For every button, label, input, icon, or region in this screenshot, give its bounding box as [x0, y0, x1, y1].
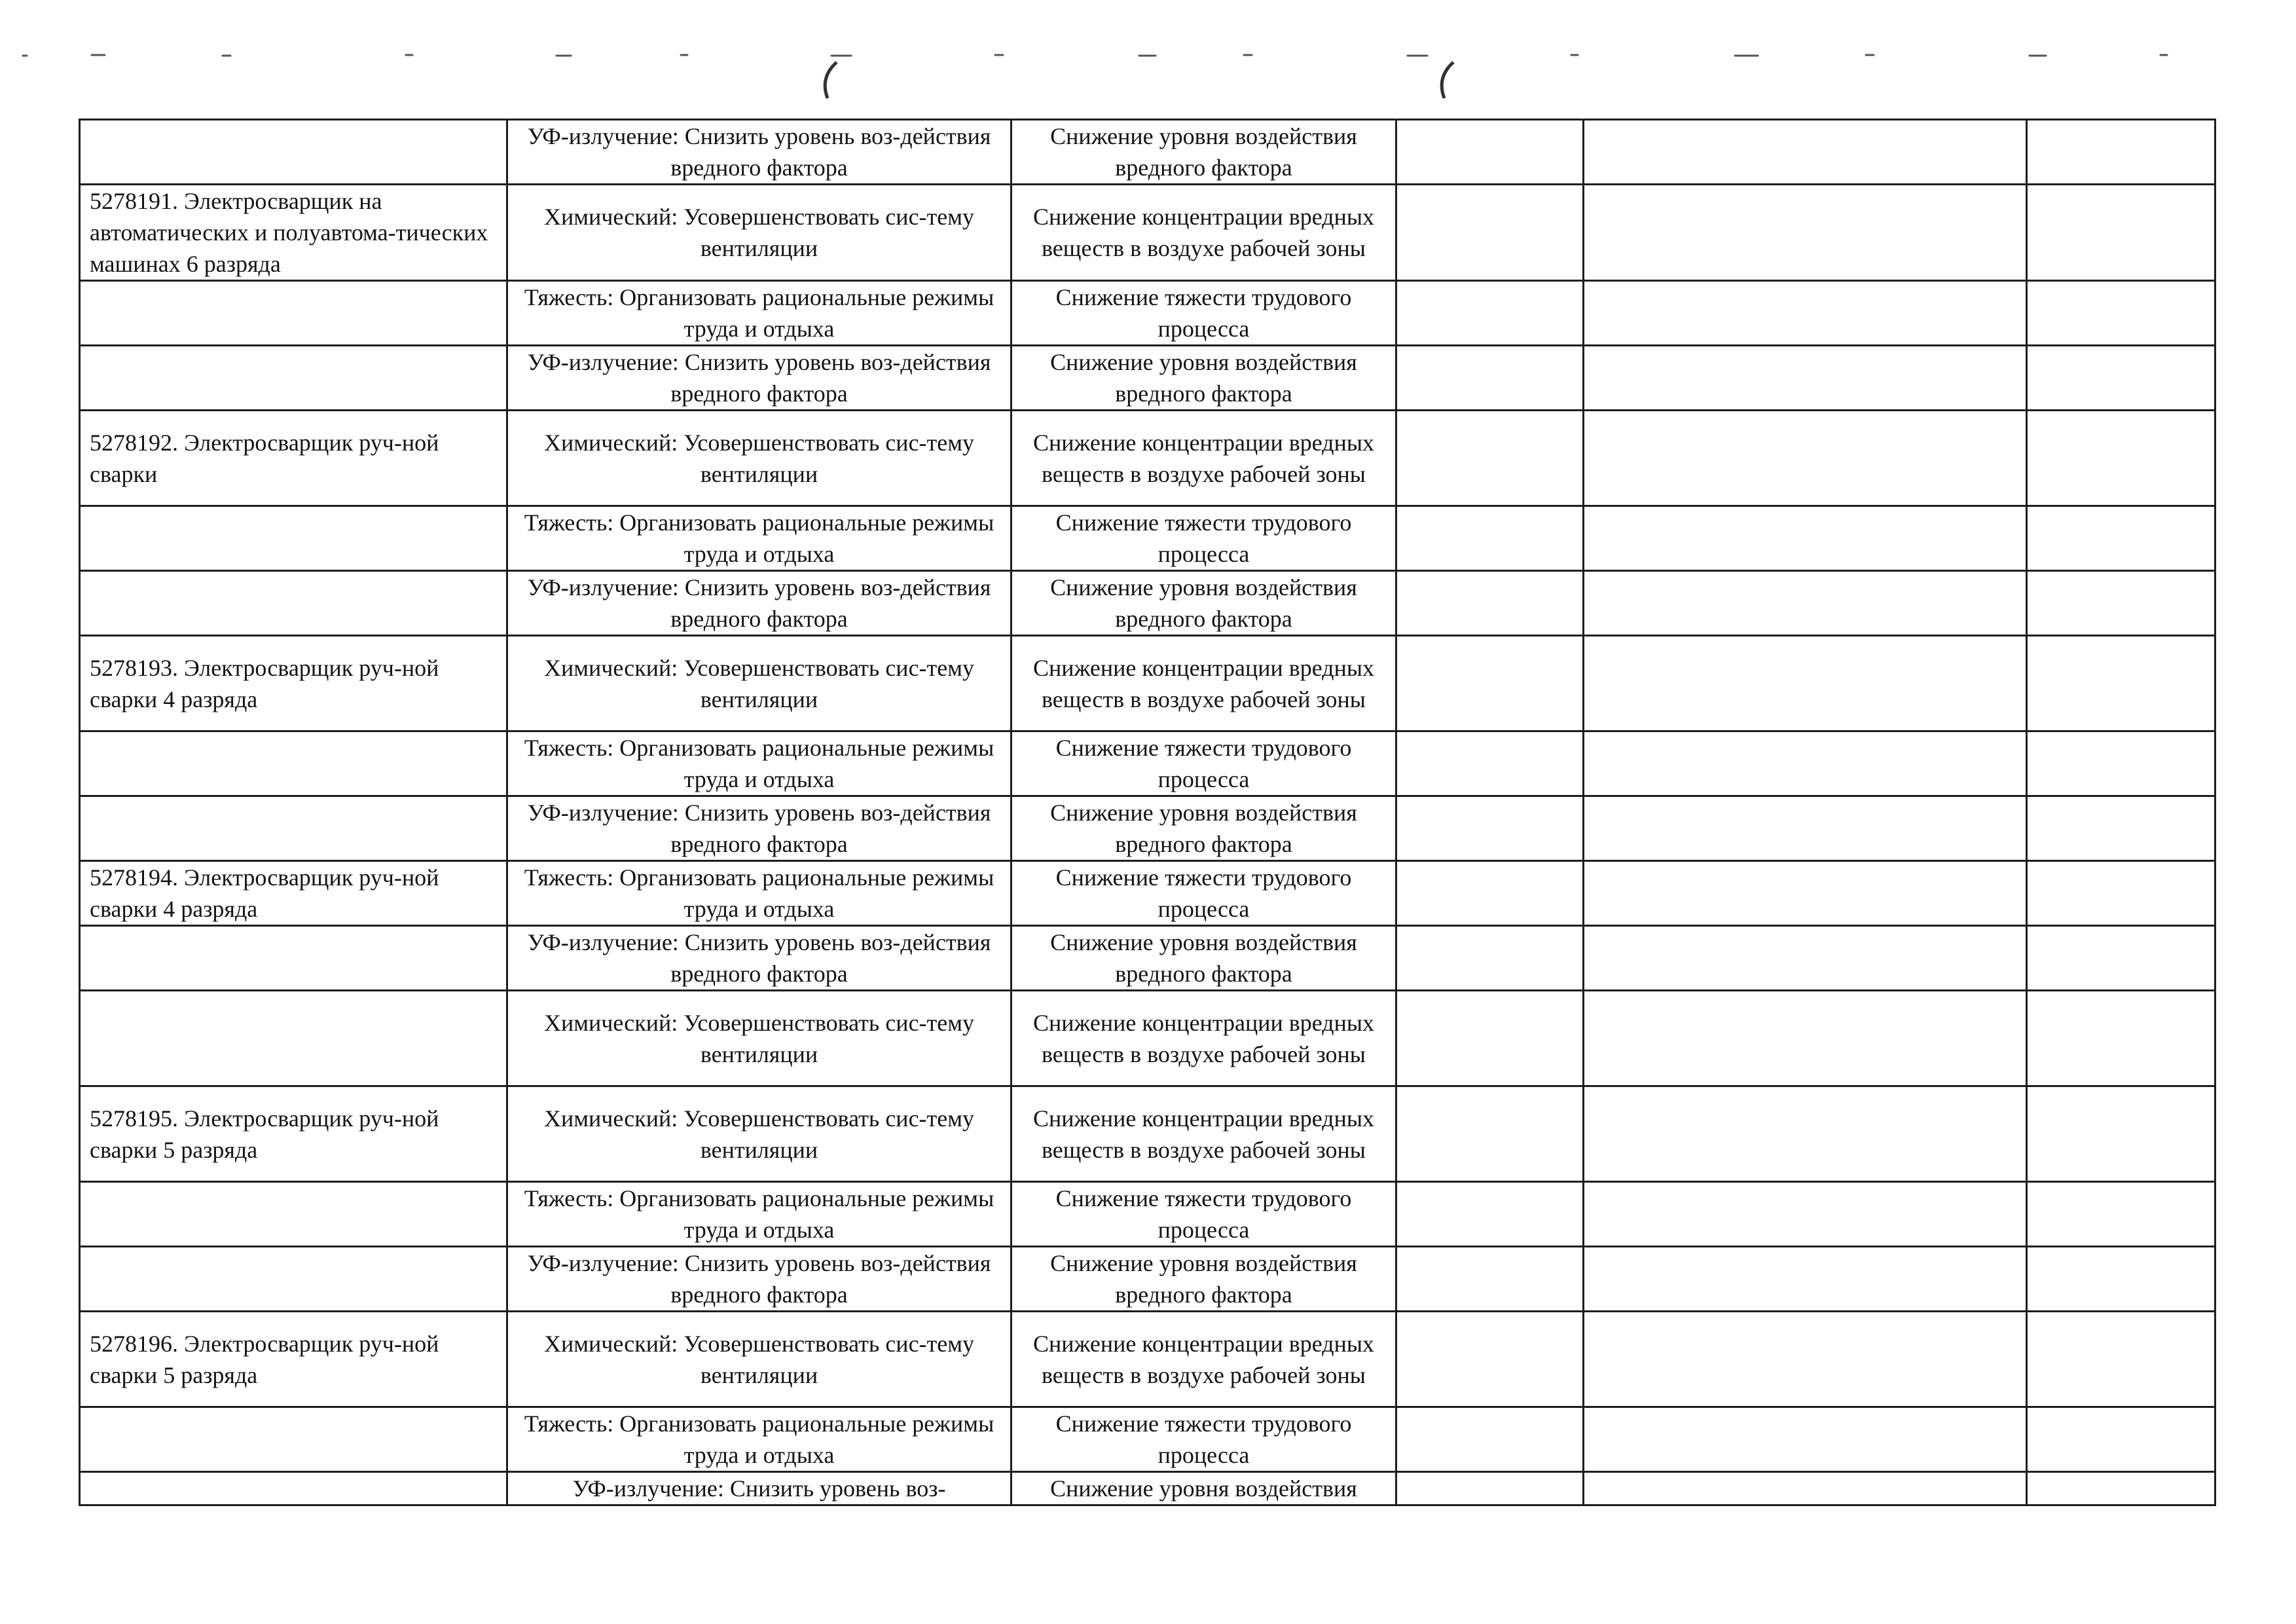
measure-cell: Химический: Усовершенствовать сис-тему вентиляции	[507, 185, 1011, 281]
goal-cell: Снижение тяжести трудового процесса	[1011, 731, 1396, 796]
empty-cell	[1396, 731, 1584, 796]
empty-cell	[1584, 571, 2027, 636]
empty-cell	[1396, 506, 1584, 571]
empty-cell	[1584, 1407, 2027, 1472]
job-cell: 5278194. Электросварщик руч-ной сварки 4 разряда	[80, 861, 507, 926]
job-cell	[80, 991, 507, 1086]
goal-cell: Снижение уровня воздействия вредного фактора	[1011, 571, 1396, 636]
job-cell: 5278196. Электросварщик руч-ной сварки 5 разряда	[80, 1312, 507, 1407]
goal-cell: Снижение тяжести трудового процесса	[1011, 1407, 1396, 1472]
goal-cell: Снижение концентрации вредных веществ в воздухе рабочей зоны	[1011, 185, 1396, 281]
measure-cell: УФ-излучение: Снизить уровень воз-действия вредного фактора	[507, 120, 1011, 185]
measures-table	[79, 119, 2216, 1506]
job-cell	[80, 796, 507, 861]
empty-cell	[2027, 796, 2215, 861]
empty-cell	[2027, 411, 2215, 506]
empty-cell	[1396, 281, 1584, 346]
goal-cell: Снижение концентрации вредных веществ в воздухе рабочей зоны	[1011, 1312, 1396, 1407]
empty-cell	[2027, 1086, 2215, 1182]
empty-cell	[2027, 926, 2215, 991]
measure-cell: Тяжесть: Организовать рациональные режимы труда и отдыха	[507, 1407, 1011, 1472]
table-row	[80, 346, 2215, 411]
empty-cell	[1396, 120, 1584, 185]
measure-cell: Химический: Усовершенствовать сис-тему вентиляции	[507, 411, 1011, 506]
empty-cell	[1396, 926, 1584, 991]
empty-cell	[1396, 1086, 1584, 1182]
empty-cell	[1396, 346, 1584, 411]
empty-cell	[1584, 1472, 2027, 1505]
empty-cell	[1396, 185, 1584, 281]
job-cell	[80, 731, 507, 796]
empty-cell	[2027, 1247, 2215, 1312]
job-cell	[80, 506, 507, 571]
empty-cell	[1584, 411, 2027, 506]
empty-cell	[1584, 636, 2027, 731]
empty-cell	[1396, 1182, 1584, 1247]
empty-cell	[2027, 1182, 2215, 1247]
measure-cell: Химический: Усовершенствовать сис-тему вентиляции	[507, 636, 1011, 731]
goal-cell: Снижение уровня воздействия вредного фактора	[1011, 120, 1396, 185]
empty-cell	[2027, 281, 2215, 346]
empty-cell	[1396, 1247, 1584, 1312]
table-row	[80, 796, 2215, 861]
empty-cell	[2027, 120, 2215, 185]
table-row	[80, 1312, 2215, 1407]
measure-cell: Тяжесть: Организовать рациональные режимы труда и отдыха	[507, 731, 1011, 796]
measure-cell: УФ-излучение: Снизить уровень воз-действия вредного фактора	[507, 346, 1011, 411]
goal-cell: Снижение тяжести трудового процесса	[1011, 506, 1396, 571]
goal-cell: Снижение тяжести трудового процесса	[1011, 281, 1396, 346]
empty-cell	[1584, 185, 2027, 281]
goal-cell: Снижение уровня воздействия вредного фактора	[1011, 926, 1396, 991]
empty-cell	[1584, 281, 2027, 346]
job-cell	[80, 281, 507, 346]
empty-cell	[1396, 796, 1584, 861]
empty-cell	[2027, 506, 2215, 571]
empty-cell	[1584, 1312, 2027, 1407]
table-row	[80, 411, 2215, 506]
table-row	[80, 1472, 2215, 1505]
measure-cell: Химический: Усовершенствовать сис-тему вентиляции	[507, 991, 1011, 1086]
job-cell	[80, 346, 507, 411]
table-row	[80, 1247, 2215, 1312]
empty-cell	[2027, 346, 2215, 411]
empty-cell	[1396, 1407, 1584, 1472]
empty-cell	[2027, 861, 2215, 926]
empty-cell	[1584, 1086, 2027, 1182]
measure-cell: Тяжесть: Организовать рациональные режимы труда и отдыха	[507, 281, 1011, 346]
empty-cell	[2027, 1472, 2215, 1505]
measure-cell: Химический: Усовершенствовать сис-тему вентиляции	[507, 1312, 1011, 1407]
empty-cell	[1584, 926, 2027, 991]
table-row	[80, 731, 2215, 796]
empty-cell	[1584, 861, 2027, 926]
job-cell	[80, 926, 507, 991]
measure-cell: УФ-излучение: Снизить уровень воз-действия вредного фактора	[507, 571, 1011, 636]
job-cell: 5278195. Электросварщик руч-ной сварки 5 разряда	[80, 1086, 507, 1182]
job-cell	[80, 1182, 507, 1247]
measure-cell: Тяжесть: Организовать рациональные режимы труда и отдыха	[507, 1182, 1011, 1247]
goal-cell: Снижение тяжести трудового процесса	[1011, 1182, 1396, 1247]
empty-cell	[2027, 731, 2215, 796]
empty-cell	[2027, 571, 2215, 636]
measure-cell: УФ-излучение: Снизить уровень воз-действия вредного фактора	[507, 1247, 1011, 1312]
goal-cell: Снижение уровня воздействия вредного фактора	[1011, 346, 1396, 411]
table-row	[80, 861, 2215, 926]
empty-cell	[1396, 1472, 1584, 1505]
measure-cell: Химический: Усовершенствовать сис-тему вентиляции	[507, 1086, 1011, 1182]
job-cell	[80, 571, 507, 636]
table-row	[80, 926, 2215, 991]
job-cell	[80, 1472, 507, 1505]
table-row	[80, 1182, 2215, 1247]
job-cell	[80, 1407, 507, 1472]
table-row	[80, 281, 2215, 346]
measure-cell: Тяжесть: Организовать рациональные режимы труда и отдыха	[507, 861, 1011, 926]
empty-cell	[1396, 411, 1584, 506]
empty-cell	[1584, 1182, 2027, 1247]
table-row	[80, 506, 2215, 571]
empty-cell	[2027, 991, 2215, 1086]
measure-cell: УФ-излучение: Снизить уровень воз-	[507, 1472, 1011, 1505]
goal-cell: Снижение тяжести трудового процесса	[1011, 861, 1396, 926]
measure-cell: Тяжесть: Организовать рациональные режимы труда и отдыха	[507, 506, 1011, 571]
empty-cell	[1584, 1247, 2027, 1312]
goal-cell: Снижение концентрации вредных веществ в воздухе рабочей зоны	[1011, 411, 1396, 506]
empty-cell	[1396, 636, 1584, 731]
job-cell	[80, 1247, 507, 1312]
empty-cell	[1584, 120, 2027, 185]
job-cell: 5278192. Электросварщик руч-ной сварки	[80, 411, 507, 506]
goal-cell: Снижение уровня воздействия	[1011, 1472, 1396, 1505]
scan-artifacts	[0, 0, 2296, 131]
empty-cell	[1396, 1312, 1584, 1407]
empty-cell	[2027, 1407, 2215, 1472]
empty-cell	[1584, 991, 2027, 1086]
table-row	[80, 991, 2215, 1086]
empty-cell	[2027, 1312, 2215, 1407]
goal-cell: Снижение уровня воздействия вредного фактора	[1011, 796, 1396, 861]
job-cell: 5278193. Электросварщик руч-ной сварки 4 разряда	[80, 636, 507, 731]
goal-cell: Снижение уровня воздействия вредного фактора	[1011, 1247, 1396, 1312]
empty-cell	[2027, 636, 2215, 731]
empty-cell	[1584, 796, 2027, 861]
empty-cell	[1396, 571, 1584, 636]
empty-cell	[2027, 185, 2215, 281]
empty-cell	[1584, 731, 2027, 796]
job-cell	[80, 120, 507, 185]
table-row	[80, 571, 2215, 636]
measure-cell: УФ-излучение: Снизить уровень воз-действия вредного фактора	[507, 926, 1011, 991]
empty-cell	[1584, 346, 2027, 411]
job-cell: 5278191. Электросварщик на автоматических и полуавтома-тических машинах 6 разряда	[80, 185, 507, 281]
table-row	[80, 636, 2215, 731]
table-row	[80, 1407, 2215, 1472]
table-row	[80, 120, 2215, 185]
goal-cell: Снижение концентрации вредных веществ в воздухе рабочей зоны	[1011, 1086, 1396, 1182]
table-row	[80, 185, 2215, 281]
table-row	[80, 1086, 2215, 1182]
goal-cell: Снижение концентрации вредных веществ в воздухе рабочей зоны	[1011, 636, 1396, 731]
empty-cell	[1396, 861, 1584, 926]
empty-cell	[1396, 991, 1584, 1086]
goal-cell: Снижение концентрации вредных веществ в воздухе рабочей зоны	[1011, 991, 1396, 1086]
empty-cell	[1584, 506, 2027, 571]
measure-cell: УФ-излучение: Снизить уровень воз-действия вредного фактора	[507, 796, 1011, 861]
